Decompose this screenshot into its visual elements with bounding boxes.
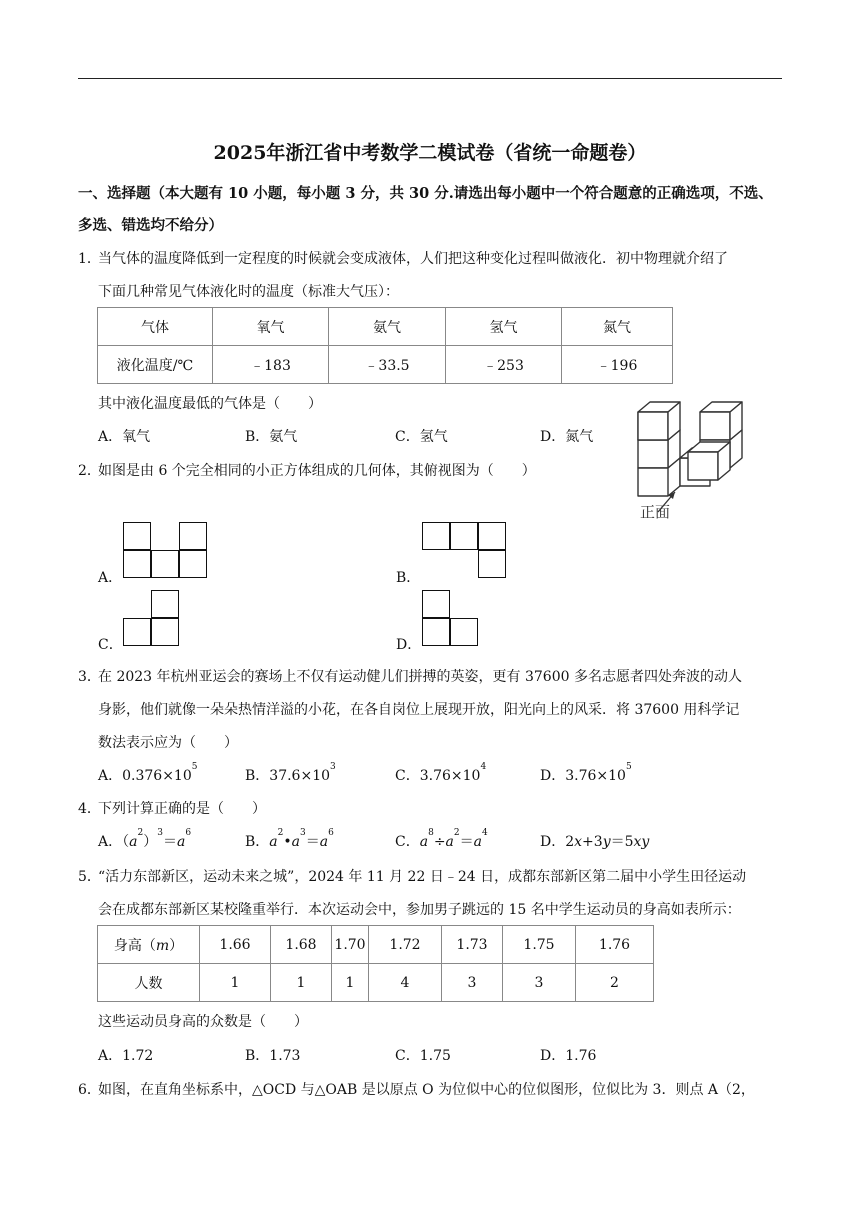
q5-ask: 这些运动员身高的众数是（ ） <box>98 1014 308 1030</box>
q3-text-line2: 身影，他们就像一朵朵热情洋溢的小花，在各自岗位上展现开放，阳光向上的风采．将 37600 用科学记 <box>98 702 740 718</box>
q1-value-cell: 液化温度/℃ <box>98 346 213 384</box>
page-title: 2025年浙江省中考数学二模试卷（省统一命题卷） <box>213 142 647 164</box>
q4-option-d: D．2x+3y＝5xy <box>540 834 650 850</box>
q1-table <box>97 307 673 384</box>
q3-text-line3: 数法表示应为（ ） <box>98 735 238 751</box>
q1-number: 1． <box>78 251 101 267</box>
q5-count-cell: 1 <box>332 964 369 1002</box>
q5-height-cell: 1.68 <box>271 926 332 964</box>
q5-height-cell: 1.76 <box>576 926 654 964</box>
q1-header-cell: 气体 <box>98 308 213 346</box>
q1-value-cell: ﹣253 <box>446 346 562 384</box>
q5-option-d: D．1.76 <box>540 1048 597 1064</box>
q5-count-label: 人数 <box>98 964 200 1002</box>
section-heading-cont: 多选、错选均不给分） <box>78 217 223 234</box>
q1-header-cell: 氧气 <box>213 308 329 346</box>
q5-option-a: A．1.72 <box>98 1048 154 1064</box>
section-heading: 一、选择题（本大题有 10 小题，每小题 3 分，共 30 分.请选出每小题中一个符合题意的正确选项，不选、 <box>78 185 773 202</box>
q5-option-c: C．1.75 <box>395 1048 451 1064</box>
header-rule <box>78 78 782 79</box>
q2-number: 2． <box>78 463 101 479</box>
q4-text: 下列计算正确的是（ ） <box>98 801 266 817</box>
q5-number: 5． <box>78 869 101 885</box>
q5-option-b: B．1.73 <box>245 1048 301 1064</box>
q4-number: 4． <box>78 801 101 817</box>
q1-value-cell: ﹣183 <box>213 346 329 384</box>
q1-header-cell: 氢气 <box>446 308 562 346</box>
q5-height-cell: 1.72 <box>369 926 442 964</box>
q2-option-b: B． <box>396 570 421 586</box>
q1-header-cell: 氮气 <box>562 308 673 346</box>
q5-height-cell: 1.75 <box>503 926 576 964</box>
q5-text-line2: 会在成都东部新区某校隆重举行．本次运动会中，参加男子跳远的 15 名中学生运动员的身高如表所示： <box>98 902 741 918</box>
q1-option-c: C．氢气 <box>395 429 448 445</box>
q5-count-cell: 1 <box>200 964 271 1002</box>
q1-text-line1: 当气体的温度降低到一定程度的时候就会变成液体，人们把这种变化过程叫做液化．初中物理就介绍了 <box>98 251 728 267</box>
q1-value-cell: ﹣196 <box>562 346 673 384</box>
q5-table <box>97 925 654 1002</box>
q1-text-line2: 下面几种常见气体液化时的温度（标准大气压）： <box>98 284 399 300</box>
q5-height-cell: 1.66 <box>200 926 271 964</box>
q1-header-cell: 氨气 <box>329 308 446 346</box>
q5-text-line1: “活力东部新区，运动未来之城”，2024 年 11 月 22 日﹣24 日，成都东部新区第二届中小学生田径运动 <box>98 869 747 885</box>
q4-option-c: C．$a^8\div a^2=a^4$ <box>395 828 488 850</box>
q2-text: 如图是由 6 个完全相同的小正方体组成的几何体，其俯视图为（ ） <box>98 463 536 479</box>
q3-option-c: C．$3.76\times 10^4$ <box>395 762 487 784</box>
q5-count-cell: 2 <box>576 964 654 1002</box>
q3-option-d: D．$3.76\times 10^5$ <box>540 762 632 784</box>
q1-option-a: A．氧气 <box>98 429 151 445</box>
q5-height-cell: 1.70 <box>332 926 369 964</box>
q3-option-b: B．$37.6\times 10^3$ <box>245 762 336 784</box>
q2-option-a: A． <box>98 570 123 586</box>
q5-height-cell: 1.73 <box>442 926 503 964</box>
q5-count-cell: 3 <box>442 964 503 1002</box>
q2-option-d: D． <box>396 637 422 653</box>
q3-option-a: A．$0.376\times 10^5$ <box>98 762 198 784</box>
q1-option-b: B．氨气 <box>245 429 298 445</box>
q5-header-cell: 身高（m） <box>98 926 200 964</box>
q2-option-c: C． <box>98 637 123 653</box>
q5-count-cell: 4 <box>369 964 442 1002</box>
q1-value-cell: ﹣33.5 <box>329 346 446 384</box>
q1-ask: 其中液化温度最低的气体是（ ） <box>98 396 322 412</box>
q5-count-cell: 1 <box>271 964 332 1002</box>
q3-text-line1: 在 2023 年杭州亚运会的赛场上不仅有运动健儿们拼搏的英姿，更有 37600 多名志愿者四处奔波的动人 <box>98 669 742 685</box>
q4-option-b: B．$a^2•a^3=a^6$ <box>245 828 334 850</box>
front-label: 正面 <box>640 503 671 521</box>
q3-number: 3． <box>78 669 101 685</box>
q4-option-a: A．$(a^2)^3=a^6$ <box>98 828 192 850</box>
q6-text: 如图，在直角坐标系中，△OCD 与△OAB 是以原点 O 为位似中心的位似图形，位似比为 3．则点 A（2， <box>98 1082 755 1098</box>
q6-number: 6． <box>78 1082 101 1098</box>
q5-count-cell: 3 <box>503 964 576 1002</box>
q1-option-d: D．氮气 <box>540 429 594 445</box>
